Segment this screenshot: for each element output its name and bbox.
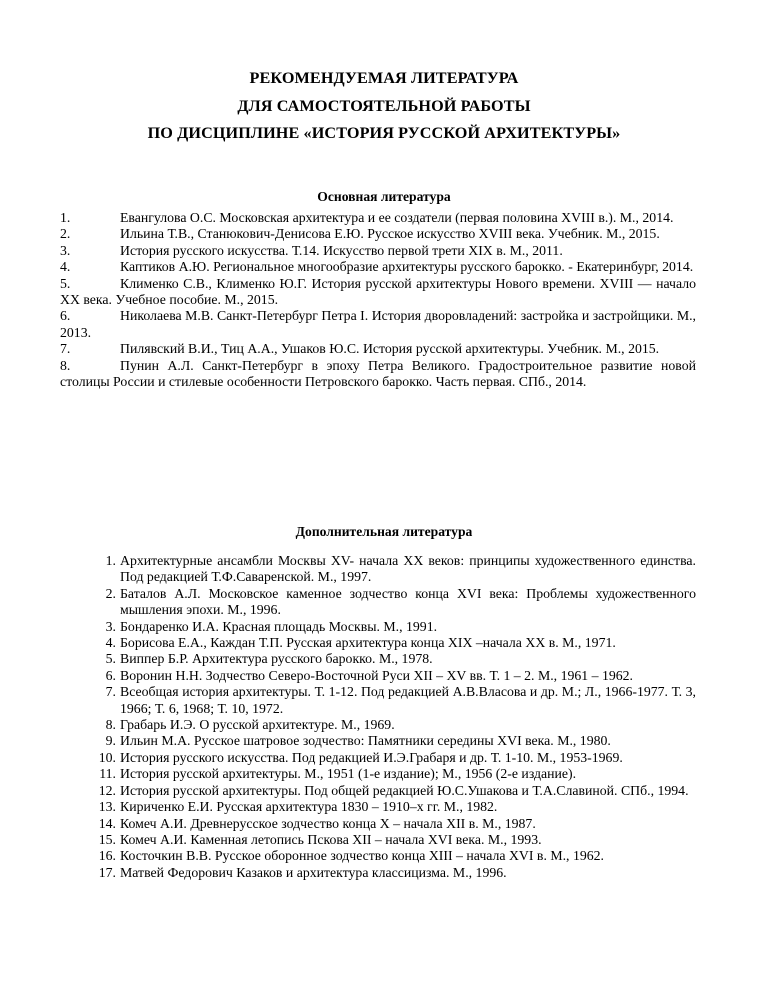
- item-number: 6.: [60, 308, 71, 324]
- item-text: Всеобщая история архитектуры. Т. 1-12. Под редакцией А.В.Власова и др. М.; Л., 1966-1977. Т. 3, 1966; Т. 6, 1968; Т. 10, 1972.: [120, 684, 696, 716]
- additional-literature-item: [92, 783, 696, 799]
- item-text: Бондаренко И.А. Красная площадь Москвы. М., 1991.: [120, 618, 438, 634]
- item-text: Архитектурные ансамбли Москвы XV- начала XX веков: принципы художественного единства. Под редакцией Т.Ф.Саваренской. М., 1997.: [120, 553, 696, 585]
- item-text: Клименко С.В., Клименко Ю.Г. История русской архитектуры Нового времени. XVIII — начало XX века. Учебное пособие. М., 2015.: [60, 275, 697, 308]
- main-literature-item: [60, 276, 696, 309]
- title-line: РЕКОМЕНДУЕМАЯ ЛИТЕРАТУРА: [249, 69, 519, 87]
- item-number: 2.: [60, 226, 71, 242]
- main-literature-item: [60, 226, 696, 242]
- item-number: 16.: [98, 848, 116, 864]
- item-text: Комеч А.И. Каменная летопись Пскова XII – начала XVI века. М., 1993.: [120, 831, 542, 847]
- item-text: Кириченко Е.И. Русская архитектура 1830 – 1910–х гг. М., 1982.: [120, 799, 498, 815]
- additional-literature-item: [92, 619, 696, 635]
- item-text: Пилявский В.И., Тиц А.А., Ушаков Ю.С. История русской архитектуры. Учебник. М., 2015.: [120, 341, 660, 357]
- item-text: Евангулова О.С. Московская архитектура и ее создатели (первая половина XVIII в.). М., 2014.: [120, 210, 674, 225]
- item-text: История русского искусства. Т.14. Искусство первой трети XIX в. М., 2011.: [120, 242, 563, 258]
- item-number: 11.: [99, 766, 116, 782]
- item-text: Виппер Б.Р. Архитектура русского барокко. М., 1978.: [120, 651, 433, 667]
- item-number: 3.: [60, 242, 71, 258]
- item-text: Ильин М.А. Русское шатровое зодчество: Памятники середины XVI века. М., 1980.: [120, 733, 611, 749]
- additional-literature-item: [92, 668, 696, 684]
- main-literature-item: [60, 210, 696, 226]
- main-literature-item: [60, 243, 696, 259]
- additional-literature-item: [92, 651, 696, 667]
- item-text: Матвей Федорович Казаков и архитектура классицизма. М., 1996.: [120, 864, 507, 880]
- item-text: Грабарь И.Э. О русской архитектуре. М., 1969.: [120, 717, 395, 733]
- additional-literature-list: [92, 553, 696, 881]
- item-number: 13.: [98, 799, 116, 815]
- item-text: История русского искусства. Под редакцией И.Э.Грабаря и др. Т. 1-10. М., 1953-1969.: [120, 749, 623, 765]
- item-number: 5.: [60, 275, 71, 291]
- item-number: 2.: [105, 585, 116, 601]
- title-line: ДЛЯ САМОСТОЯТЕЛЬНОЙ РАБОТЫ: [237, 96, 531, 115]
- item-text: Каптиков А.Ю. Региональное многообразие архитектуры русского барокко. - Екатеринбург, 2014.: [120, 259, 694, 275]
- additional-literature-item: [92, 733, 696, 749]
- additional-literature-item: [92, 553, 696, 586]
- item-number: 7.: [105, 684, 116, 700]
- item-text: Николаева М.В. Санкт-Петербург Петра I. История дворовладений: застройка и застройщики. М., 2013.: [60, 308, 696, 340]
- additional-literature-item: [92, 832, 696, 848]
- main-literature-item: [60, 341, 696, 357]
- item-number: 4.: [60, 259, 71, 275]
- item-number: 1.: [60, 210, 71, 225]
- item-number: 15.: [98, 831, 116, 847]
- item-number: 7.: [60, 341, 71, 357]
- item-text: Пунин А.Л. Санкт-Петербург в эпоху Петра Великого. Градостроительное развитие новой столицы России и стилевые особенности Петровского барокко. Часть первая. СПб., 2014.: [60, 357, 696, 390]
- item-text: Ильина Т.В., Станюкович-Денисова Е.Ю. Русское искусство XVIII века. Учебник. М., 2015.: [120, 226, 660, 242]
- item-number: 5.: [105, 651, 116, 667]
- item-number: 1.: [105, 553, 116, 568]
- additional-literature-item: [92, 750, 696, 766]
- additional-literature-item: [92, 684, 696, 717]
- additional-literature-item: [92, 766, 696, 782]
- main-literature-item: [60, 358, 696, 391]
- item-text: Комеч А.И. Древнерусское зодчество конца X – начала XII в. М., 1987.: [120, 815, 536, 831]
- additional-literature-item: [92, 586, 696, 619]
- additional-literature-item: [92, 799, 696, 815]
- additional-literature-heading: Дополнительная литература: [295, 524, 473, 539]
- item-text: История русской архитектуры. М., 1951 (1-е издание); М., 1956 (2-е издание).: [120, 766, 577, 782]
- item-text: История русской архитектуры. Под общей редакцией Ю.С.Ушакова и Т.А.Славиной. СПб., 1994.: [120, 782, 689, 798]
- item-number: 6.: [105, 667, 116, 683]
- item-number: 8.: [105, 717, 116, 733]
- main-literature-item: [60, 259, 696, 275]
- additional-literature-item: [92, 717, 696, 733]
- additional-literature-item: [92, 816, 696, 832]
- item-text: Борисова Е.А., Каждан Т.П. Русская архитектура конца XIX –начала XX в. М., 1971.: [120, 635, 616, 651]
- item-text: Воронин Н.Н. Зодчество Северо-Восточной Руси XII – XV вв. Т. 1 – 2. М., 1961 – 1962.: [120, 667, 634, 683]
- additional-literature-item: [92, 635, 696, 651]
- item-number: 3.: [105, 618, 116, 634]
- title-line: ПО ДИСЦИПЛИНЕ «ИСТОРИЯ РУССКОЙ АРХИТЕКТУРЫ»: [147, 124, 621, 142]
- item-number: 17.: [98, 864, 116, 880]
- item-number: 12.: [98, 782, 116, 798]
- document-title: [0, 65, 768, 148]
- main-literature-list: [60, 210, 696, 390]
- item-number: 9.: [105, 733, 116, 749]
- item-number: 8.: [60, 357, 71, 373]
- main-literature-item: [60, 308, 696, 341]
- additional-literature-item: [92, 865, 696, 881]
- additional-literature-item: [92, 848, 696, 864]
- item-number: 10.: [98, 749, 116, 765]
- item-number: 4.: [105, 635, 116, 651]
- item-text: Баталов А.Л. Московское каменное зодчество конца XVI века: Проблемы художественного мышления эпохи. М., 1996.: [120, 585, 696, 618]
- item-text: Косточкин В.В. Русское оборонное зодчество конца XIII – начала XVI в. М., 1962.: [120, 848, 605, 864]
- item-number: 14.: [98, 815, 116, 831]
- main-literature-heading: Основная литература: [317, 189, 451, 204]
